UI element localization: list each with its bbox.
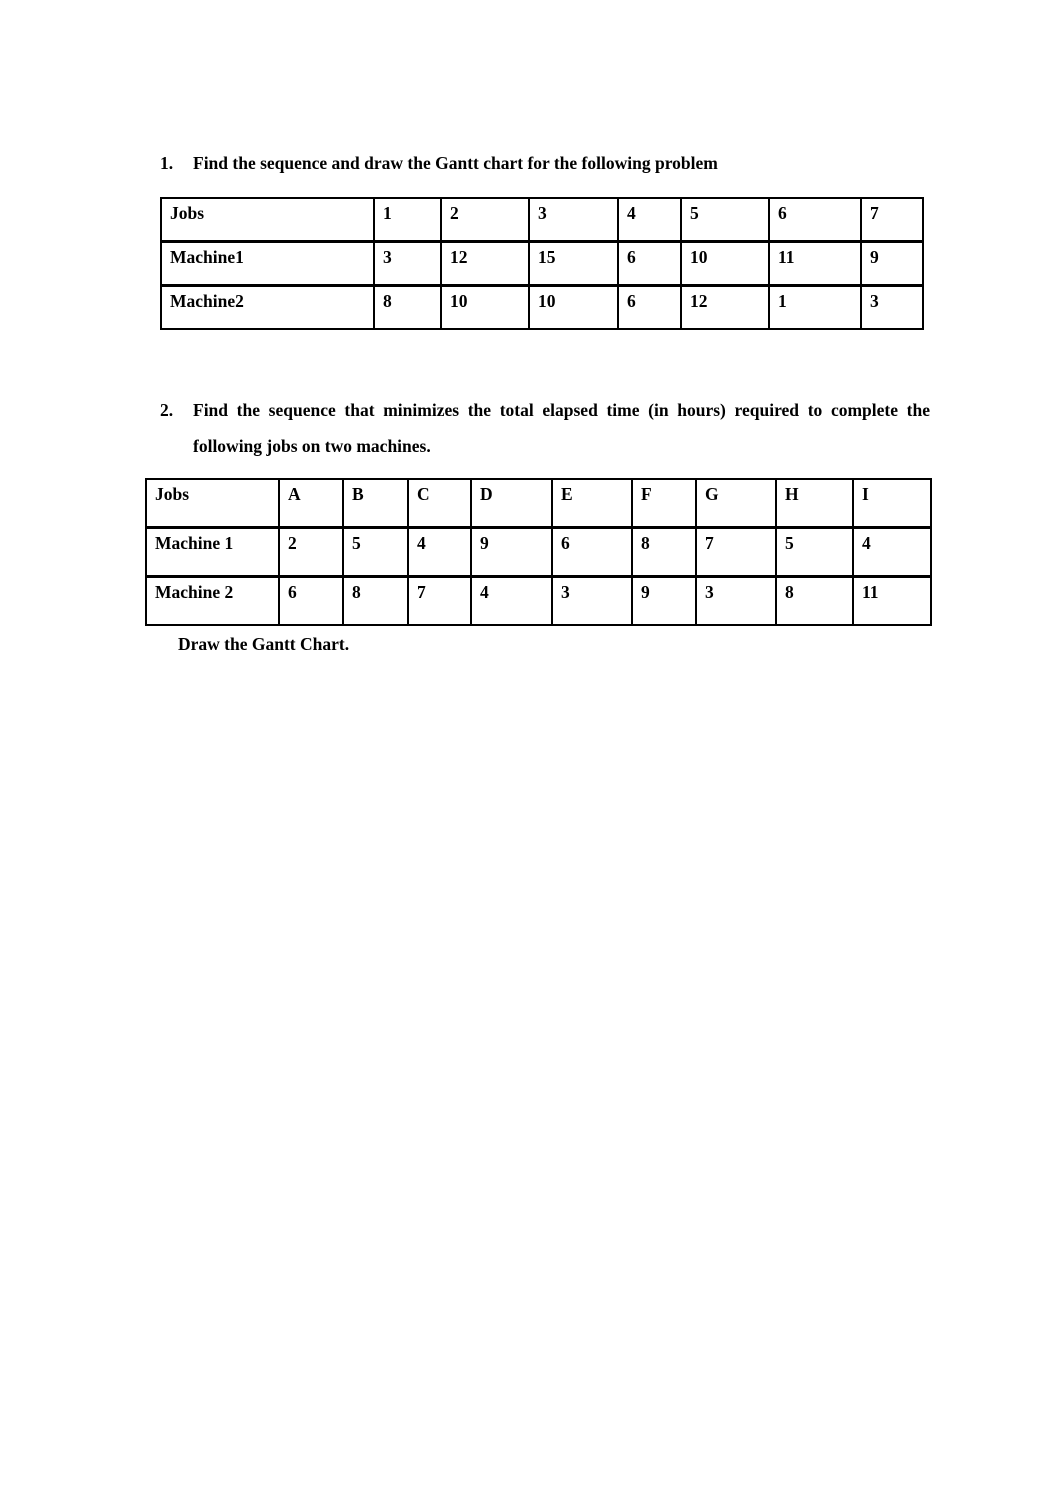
table-cell: 7 bbox=[696, 528, 776, 577]
table-header-cell: I bbox=[853, 479, 931, 528]
table-cell: 3 bbox=[552, 577, 632, 626]
table-cell: 6 bbox=[618, 286, 681, 330]
table-row bbox=[146, 528, 931, 577]
problem-2-number: 2. bbox=[160, 400, 174, 420]
table-cell: 12 bbox=[441, 242, 529, 286]
table-cell: Machine1 bbox=[161, 242, 374, 286]
table-cell: 3 bbox=[374, 242, 441, 286]
table-header-cell: 6 bbox=[769, 198, 861, 242]
table-row bbox=[146, 479, 931, 528]
table-cell: 10 bbox=[529, 286, 618, 330]
table-cell: 9 bbox=[471, 528, 552, 577]
table-header-cell: 3 bbox=[529, 198, 618, 242]
table-header-cell: 2 bbox=[441, 198, 529, 242]
table-row bbox=[161, 286, 923, 330]
table-cell: 5 bbox=[343, 528, 408, 577]
table-cell: Machine2 bbox=[161, 286, 374, 330]
table-cell: Machine 1 bbox=[146, 528, 279, 577]
table-cell: 8 bbox=[776, 577, 853, 626]
table-header-cell: 5 bbox=[681, 198, 769, 242]
table-cell: 9 bbox=[632, 577, 696, 626]
table-header-cell: 1 bbox=[374, 198, 441, 242]
table-cell: 11 bbox=[853, 577, 931, 626]
table-cell: Machine 2 bbox=[146, 577, 279, 626]
table-cell: 11 bbox=[769, 242, 861, 286]
problem-1-table bbox=[160, 197, 924, 330]
table-cell: 3 bbox=[696, 577, 776, 626]
problem-2-footer-instruction: Draw the Gantt Chart. bbox=[178, 634, 350, 654]
table-cell: 10 bbox=[441, 286, 529, 330]
table-cell: 10 bbox=[681, 242, 769, 286]
table-cell: 6 bbox=[552, 528, 632, 577]
table-header-cell: 4 bbox=[618, 198, 681, 242]
table-row bbox=[146, 577, 931, 626]
problem-1-prompt bbox=[160, 151, 940, 175]
table-cell: 9 bbox=[861, 242, 923, 286]
table-cell: 1 bbox=[769, 286, 861, 330]
table-header-cell: C bbox=[408, 479, 471, 528]
table-header-cell: Jobs bbox=[161, 198, 374, 242]
table-cell: 4 bbox=[853, 528, 931, 577]
table-cell: 8 bbox=[343, 577, 408, 626]
table-header-cell: E bbox=[552, 479, 632, 528]
table-row bbox=[161, 242, 923, 286]
table-row bbox=[161, 198, 923, 242]
problem-2-table bbox=[145, 478, 932, 626]
table-cell: 8 bbox=[374, 286, 441, 330]
table-header-cell: B bbox=[343, 479, 408, 528]
table-header-cell: G bbox=[696, 479, 776, 528]
table-cell: 6 bbox=[279, 577, 343, 626]
table-cell: 2 bbox=[279, 528, 343, 577]
table-header-cell: 7 bbox=[861, 198, 923, 242]
table-header-cell: Jobs bbox=[146, 479, 279, 528]
table-cell: 15 bbox=[529, 242, 618, 286]
table-header-cell: H bbox=[776, 479, 853, 528]
table-cell: 3 bbox=[861, 286, 923, 330]
table-cell: 8 bbox=[632, 528, 696, 577]
table-cell: 12 bbox=[681, 286, 769, 330]
problem-1-text: Find the sequence and draw the Gantt chart for the following problem bbox=[193, 153, 718, 173]
table-cell: 4 bbox=[471, 577, 552, 626]
table-cell: 7 bbox=[408, 577, 471, 626]
table-header-cell: F bbox=[632, 479, 696, 528]
table-cell: 5 bbox=[776, 528, 853, 577]
table-cell: 4 bbox=[408, 528, 471, 577]
table-header-cell: D bbox=[471, 479, 552, 528]
problem-1-number: 1. bbox=[160, 153, 174, 173]
problem-2-text: Find the sequence that minimizes the total elapsed time (in hours) required to complete the following jobs on two machines. bbox=[193, 400, 930, 456]
problem-2-prompt bbox=[160, 392, 930, 464]
table-header-cell: A bbox=[279, 479, 343, 528]
table-cell: 6 bbox=[618, 242, 681, 286]
